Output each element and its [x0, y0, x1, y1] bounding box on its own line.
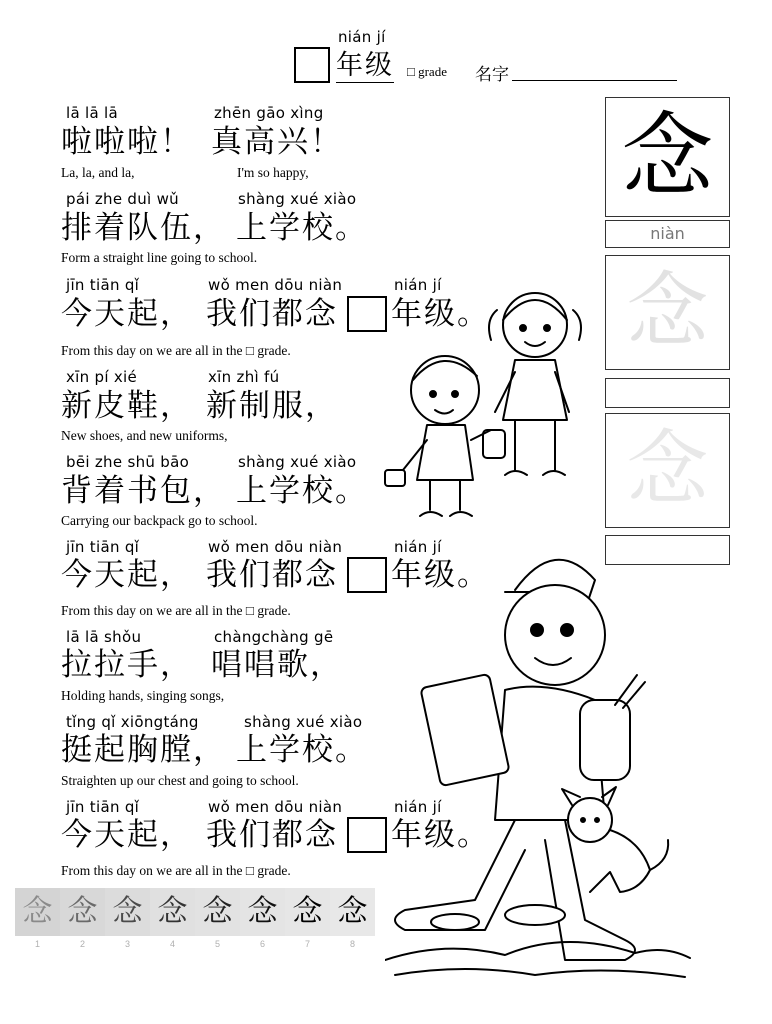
stroke-step: 念	[330, 888, 375, 936]
stroke-step: 念	[15, 888, 60, 936]
pinyin-box	[605, 220, 730, 248]
pinyin-a: lā lā lā	[66, 104, 119, 122]
chinese-b: 唱唱歌，	[211, 647, 343, 683]
chinese-b: 上学校。	[236, 473, 368, 509]
pinyin-b: wǒ men dōu niàn	[208, 276, 343, 294]
pinyin-b: shàng xué xiào	[238, 190, 357, 208]
trace-box[interactable]	[605, 413, 730, 528]
stroke-number: 7	[304, 939, 310, 949]
chinese-c: 年级。	[391, 817, 490, 853]
pinyin-b: shàng xué xiào	[244, 713, 363, 731]
english-line: New shoes, and new uniforms,	[61, 428, 228, 443]
stroke-numbers	[15, 939, 375, 949]
chinese-c: 年级。	[391, 296, 490, 332]
header-grade-suffix: □ grade	[407, 64, 447, 79]
chinese-b: 新制服，	[206, 388, 338, 424]
pinyin-b: zhēn gāo xìng	[214, 104, 324, 122]
chinese-a: 新皮鞋，	[61, 388, 193, 424]
name-label: 名字	[475, 65, 509, 85]
pinyin-a: jīn tiān qǐ	[66, 276, 140, 294]
pinyin-a: jīn tiān qǐ	[66, 798, 140, 816]
stroke-order-strip	[15, 888, 375, 936]
pinyin-a: tǐng qǐ xiōngtáng	[66, 713, 199, 731]
pinyin-b: wǒ men dōu niàn	[208, 538, 343, 556]
header-grade-label: 年级	[336, 50, 394, 81]
grade-blank-box[interactable]	[347, 557, 387, 593]
english-line: From this day on we are all in the □ grade.	[61, 343, 291, 358]
children-illustration	[375, 280, 605, 540]
pinyin-a: bēi zhe shū bāo	[66, 453, 190, 471]
stroke-step: 念	[150, 888, 195, 936]
english-line: Holding hands, singing songs,	[61, 688, 225, 703]
pinyin-a: lā lā shǒu	[66, 628, 142, 646]
trace-character: 念	[626, 422, 709, 517]
stroke-number: 2	[79, 939, 85, 949]
name-field[interactable]	[512, 80, 677, 81]
pinyin-b: xīn zhì fú	[208, 368, 280, 386]
chinese-a: 排着队伍，	[61, 210, 226, 246]
model-character: 念	[621, 103, 714, 210]
write-pinyin-box[interactable]	[605, 378, 730, 408]
trace-character: 念	[626, 264, 709, 359]
chinese-a: 今天起，	[61, 296, 193, 332]
english-b: I'm so happy,	[237, 165, 309, 180]
stroke-step: 念	[285, 888, 330, 936]
english-line: Form a straight line going to school.	[61, 250, 258, 265]
chinese-a: 今天起，	[61, 557, 193, 593]
chinese-a: 背着书包，	[61, 473, 226, 509]
english-line: Straighten up our chest and going to school.	[61, 773, 299, 788]
english-line: From this day on we are all in the □ grade.	[61, 603, 291, 618]
header-grade-pinyin: nián jí	[338, 28, 386, 46]
trace-box[interactable]	[605, 255, 730, 370]
grade-box[interactable]	[294, 47, 330, 83]
chinese-a: 今天起，	[61, 817, 193, 853]
walking-boy-illustration	[385, 530, 695, 990]
boy-figure	[385, 356, 505, 516]
stroke-number: 5	[214, 939, 220, 949]
stroke-step: 念	[240, 888, 285, 936]
pinyin-c: nián jí	[394, 276, 442, 294]
stroke-number: 1	[34, 939, 40, 949]
stroke-number: 3	[124, 939, 130, 949]
chinese-b: 我们都念	[206, 296, 338, 332]
chinese-a: 拉拉手，	[61, 647, 193, 683]
stroke-step: 念	[60, 888, 105, 936]
pinyin-a: jīn tiān qǐ	[66, 538, 140, 556]
pinyin-b: wǒ men dōu niàn	[208, 798, 343, 816]
stroke-step: 念	[105, 888, 150, 936]
english-line: From this day on we are all in the □ grade.	[61, 863, 291, 878]
pinyin-b: chàngchàng gē	[214, 628, 334, 646]
pinyin-a: xīn pí xié	[66, 368, 138, 386]
stroke-number: 4	[169, 939, 175, 949]
english-line: Carrying our backpack go to school.	[61, 513, 258, 528]
pinyin-a: pái zhe duì wǔ	[66, 190, 179, 208]
stroke-step: 念	[195, 888, 240, 936]
pinyin-c: nián jí	[394, 798, 442, 816]
girl-figure	[489, 293, 581, 475]
stroke-number: 6	[259, 939, 265, 949]
grade-blank-box[interactable]	[347, 817, 387, 853]
pinyin-b: shàng xué xiào	[238, 453, 357, 471]
chinese-a: 挺起胸膛，	[61, 732, 226, 768]
stroke-number: 8	[349, 939, 355, 949]
pinyin-c: nián jí	[394, 538, 442, 556]
model-pinyin: niàn	[650, 224, 685, 243]
chinese-c: 年级。	[391, 557, 490, 593]
dog-figure	[562, 787, 668, 892]
chinese-a: 啦啦啦！	[61, 124, 193, 160]
english-a: La, la, and la,	[61, 165, 135, 180]
chinese-b: 上学校。	[236, 732, 368, 768]
chinese-b: 我们都念	[206, 817, 338, 853]
model-character-box	[605, 97, 730, 217]
chinese-b: 我们都念	[206, 557, 338, 593]
chinese-b: 上学校。	[236, 210, 368, 246]
chinese-b: 真高兴！	[211, 124, 343, 160]
